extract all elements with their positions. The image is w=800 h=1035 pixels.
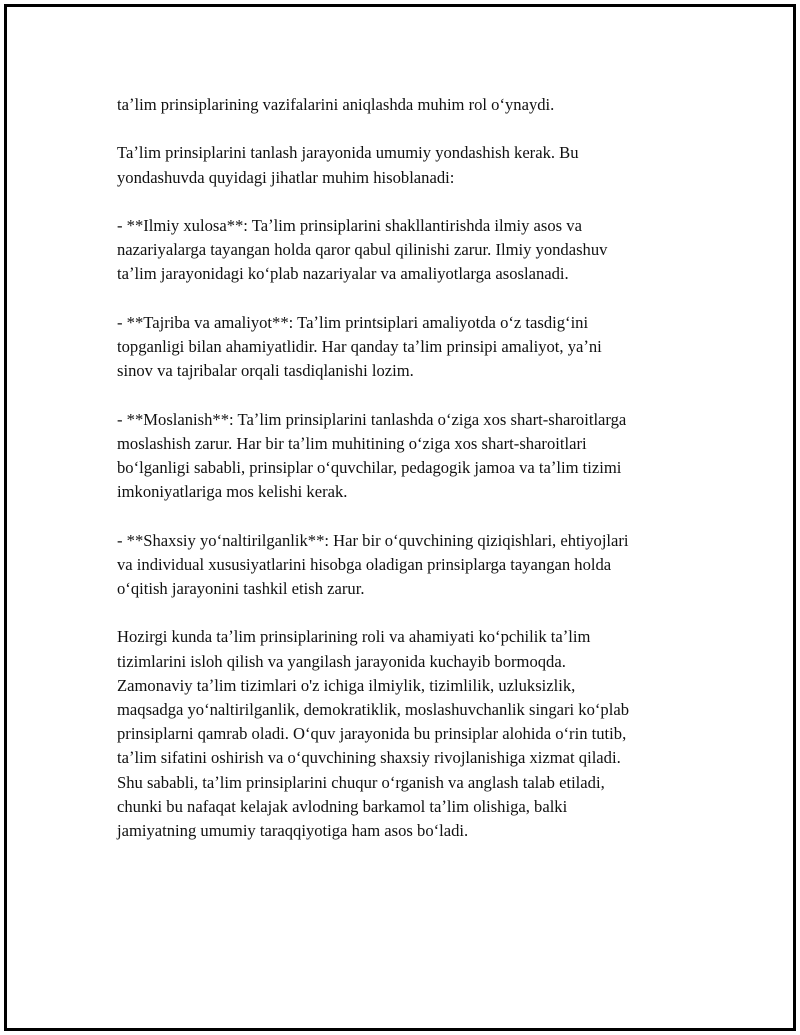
paragraph-approach: Taʼlim prinsiplarini tanlash jarayonida umumiy yondashish kerak. Bu yondashuvda quyidagi jihatlar muhim hisoblanadi:: [117, 143, 579, 187]
list-item-moslanish: - **Moslanish**: Taʼlim prinsiplarini tanlashda oʻziga xos shart-sharoitlarga moslashish zarur. Har bir taʼlim muhitining oʻziga xos shart-sharoitlari boʻlganligi sababli, prinsiplar oʻquvchilar, pedagogik jamoa va taʼlim tizimi imkoniyatlariga mos kelishi kerak.: [117, 409, 627, 502]
document-body: [117, 93, 697, 843]
list-item-shaxsiy-yonaltirilganlik: - **Shaxsiy yoʻnaltirilganlik**: Har bir oʻquvchining qiziqishlari, ehtiyojlari va individual xususiyatlarini hisobga oladigan prinsiplarga tayangan holda oʻqitish jarayonini tashkil etish zarur.: [117, 530, 629, 598]
paragraph-conclusion: Hozirgi kunda taʼlim prinsiplarining roli va ahamiyati koʻpchilik taʼlim tizimlarini isloh qilish va yangilash jarayonida kuchayib bormoqda. Zamonaviy taʼlim tizimlari o'z ichiga ilmiylik, tizimlilik, uzluksizlik, maqsadga yoʻnaltirilganlik, demokratiklik, moslashuvchanlik singari koʻplab prinsiplarni qamrab oladi. Oʻquv jarayonida bu prinsiplar alohida oʻrin tutib, taʼlim sifatini oshirish va oʻquvchining shaxsiy rivojlanishiga xizmat qiladi. Shu sababli, taʼlim prinsiplarini chuqur oʻrganish va anglash talab etiladi, chunki bu nafaqat kelajak avlodning barkamol taʼlim olishiga, balki jamiyatning umumiy taraqqiyotiga ham asos boʻladi.: [117, 627, 629, 840]
list-item-tajriba-va-amaliyot: - **Tajriba va amaliyot**: Taʼlim printsiplari amaliyotda oʻz tasdigʻini topganligi bilan ahamiyatlidir. Har qanday taʼlim prinsipi amaliyot, yaʼni sinov va tajribalar orqali tasdiqlanishi lozim.: [117, 312, 602, 381]
paragraph-intro: taʼlim prinsiplarining vazifalarini aniqlashda muhim rol oʻynaydi.: [117, 95, 555, 114]
list-item-ilmiy-xulosa: - **Ilmiy xulosa**: Taʼlim prinsiplarini shakllantirishda ilmiy asos va nazariyalarga tayangan holda qaror qabul qilinishi zarur. Ilmiy yondashuv taʼlim jarayonidagi koʻplab nazariyalar va amaliyotlarga asoslanadi.: [117, 215, 608, 284]
